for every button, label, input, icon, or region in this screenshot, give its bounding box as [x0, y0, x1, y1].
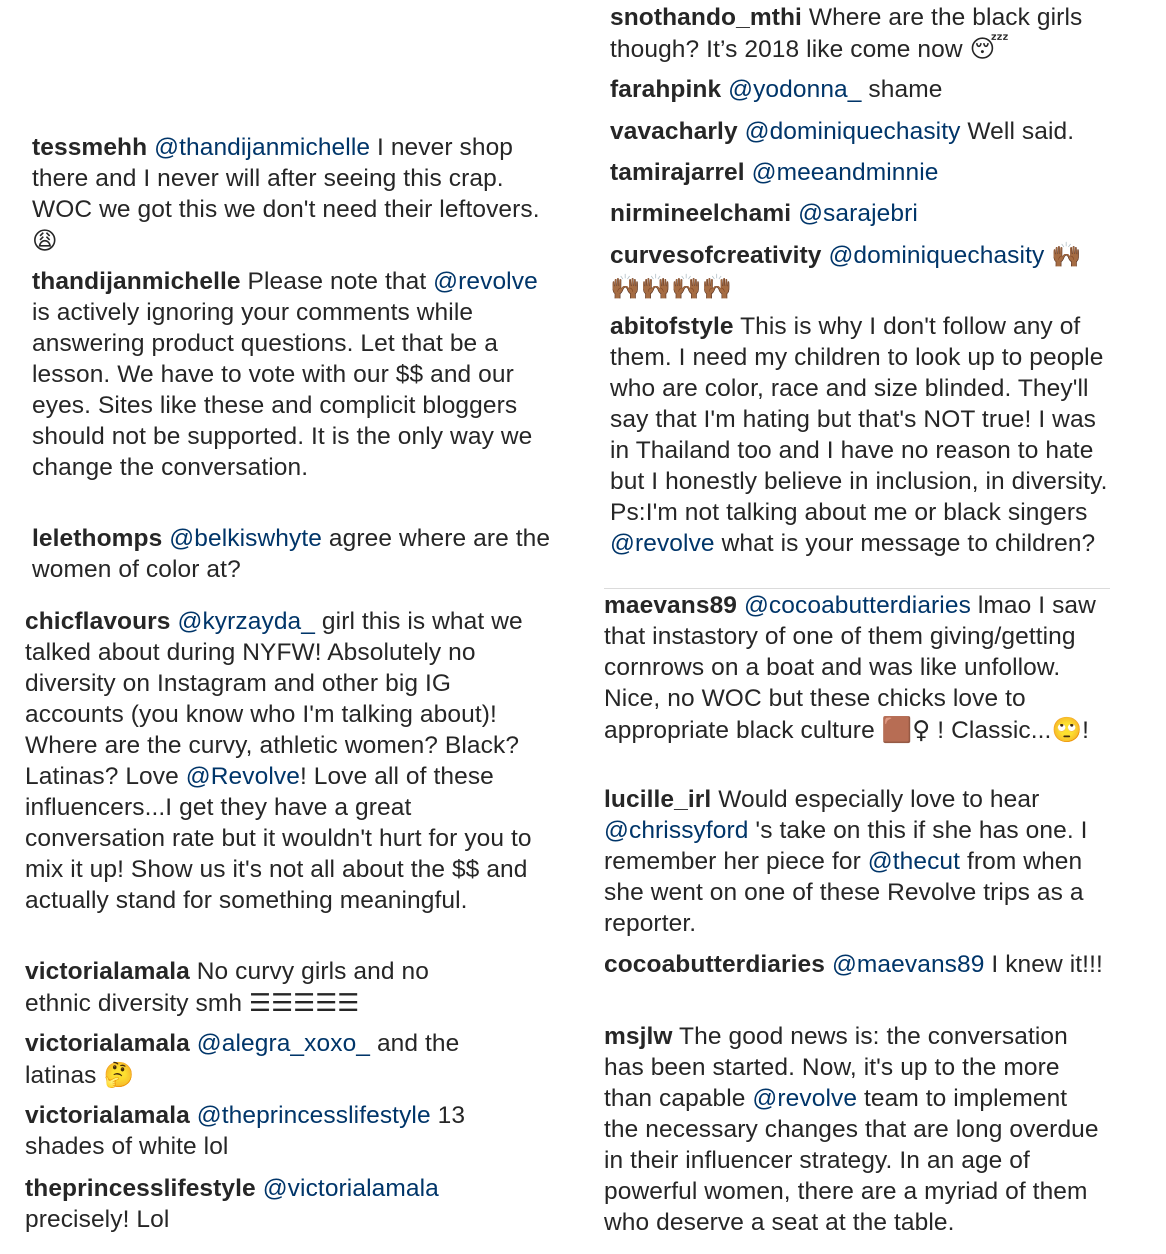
mention-link[interactable]: @dominiquechasity — [744, 118, 961, 145]
mention-link[interactable]: @yodonna_ — [728, 76, 862, 103]
mention-link[interactable]: @theprincesslifestyle — [196, 1102, 431, 1129]
comment-username[interactable]: victorialamala — [25, 1030, 190, 1057]
separator-line — [604, 588, 1110, 589]
emoji-icon: 🟫♀ — [881, 715, 931, 744]
comment-username[interactable]: vavacharly — [610, 118, 738, 145]
comment-text: 13 shades of white lol — [25, 1102, 466, 1160]
comment — [610, 198, 1130, 229]
mention-link[interactable]: @sarajebri — [798, 200, 918, 227]
comment — [604, 590, 1104, 746]
emoji-icon: 😩 — [32, 226, 58, 255]
comment-text: I knew it!!! — [984, 951, 1103, 978]
comment-text: Would especially love to hear — [711, 786, 1040, 813]
mention-link[interactable]: @victorialamala — [262, 1175, 439, 1202]
comment — [25, 1173, 545, 1235]
mention-link[interactable]: @chrissyford — [604, 817, 749, 844]
mention-link[interactable]: @revolve — [433, 268, 538, 295]
emoji-icon: 😴 — [969, 34, 1009, 63]
comment — [610, 311, 1120, 559]
comment-text: The good news is: the conversation has been started. Now, it's up to the more than capable — [604, 1023, 1068, 1112]
comment-text: what is your message to children? — [714, 530, 1096, 557]
comment-text: and the latinas — [25, 1030, 460, 1089]
comment-username[interactable]: victorialamala — [25, 958, 190, 985]
emoji-icon: 🙄 — [1051, 715, 1083, 744]
comment-text: team to implement the necessary changes that are long overdue in their influencer strategy. In an age of powerful women, there are a myriad of them who deserve a seat at the table. — [604, 1085, 1099, 1236]
comment-username[interactable]: cocoabutterdiaries — [604, 951, 826, 978]
comment — [25, 606, 547, 916]
comment-text: is actively ignoring your comments while answering product questions. Let that be a lesson. We have to vote with our $$ and our eyes. Sites like these and complicit bloggers should not be supported. It is the only way we change the conversation. — [32, 299, 533, 481]
comment-text: 's take on this if she has one. I remember her piece for — [604, 817, 1088, 875]
comment-text: This is why I don't follow any of them. I need my children to look up to people who are color, race and size blinded. They'll say that I'm hating but that's NOT true! I was in Thailand too and I have no reason to hate but I honestly believe in inclusion, in diversity. Ps:I'm not talking about me or black singers — [610, 313, 1108, 526]
comment-username[interactable]: abitofstyle — [610, 313, 734, 340]
mention-link[interactable]: @Revolve — [185, 763, 300, 790]
mention-link[interactable]: @cocoabutterdiaries — [743, 592, 971, 619]
comment — [604, 1021, 1104, 1238]
mention-link[interactable]: @thandijanmichelle — [154, 134, 371, 161]
comment — [25, 956, 485, 1019]
mention-link[interactable]: @maevans89 — [831, 951, 985, 978]
comment — [604, 949, 1104, 980]
comment — [610, 116, 1130, 147]
comment-username[interactable]: theprincesslifestyle — [25, 1175, 256, 1202]
comment-text: Please note that — [240, 268, 434, 295]
comment-text: No curvy girls and no ethnic diversity smh — [25, 958, 429, 1017]
comment — [604, 784, 1114, 939]
comment-username[interactable]: tessmehh — [32, 134, 148, 161]
emoji-icon: 🤔 — [103, 1060, 135, 1089]
comment-text: lmao I saw that instastory of one of them giving/getting cornrows on a boat and was like unfollow. Nice, no WOC but these chicks love to appropriate black culture — [604, 592, 1096, 744]
mention-link[interactable]: @alegra_xoxo_ — [196, 1030, 371, 1057]
emoji-icon: ☰☰☰☰☰ — [249, 988, 360, 1017]
comment-username[interactable]: tamirajarrel — [610, 159, 745, 186]
comment-text: shame — [861, 76, 943, 103]
comment-text: Where are the black girls though? It’s 2018 like come now — [610, 4, 1083, 63]
comment-text: girl this is what we talked about during NYFW! Absolutely no diversity on Instagram and other big IG accounts (you know who I'm talking about)! Where are the curvy, athletic women? Black? Latinas? Love — [25, 608, 523, 790]
comment — [25, 1028, 485, 1091]
comment-text: ! — [1082, 717, 1089, 744]
comment — [610, 2, 1130, 65]
comment — [25, 1100, 525, 1162]
comment-username[interactable]: farahpink — [610, 76, 722, 103]
comment — [610, 157, 1130, 188]
mention-link[interactable]: @meeandminnie — [751, 159, 939, 186]
comment-username[interactable]: thandijanmichelle — [32, 268, 241, 295]
comment-text: from when she went on one of these Revolve trips as a reporter. — [604, 848, 1084, 937]
comment-text: ! Love all of these influencers...I get they have a great conversation rate but it wouldn't hurt for you to mix it up! Show us it's not all about the $$ and actually stand for something meaningful. — [25, 763, 532, 914]
comment — [610, 239, 1110, 303]
comment — [610, 74, 1130, 105]
comment — [32, 523, 552, 585]
comment — [32, 132, 552, 257]
comment-text: agree where are the women of color at? — [32, 525, 551, 583]
comment-username[interactable]: nirmineelchami — [610, 200, 792, 227]
mention-link[interactable]: @belkiswhyte — [169, 525, 322, 552]
comment-username[interactable]: curvesofcreativity — [610, 242, 822, 269]
comment-username[interactable]: snothando_mthi — [610, 4, 802, 31]
comment — [32, 266, 552, 483]
comment-text: I never shop there and I never will after seeing this crap. WOC we got this we don't need their leftovers. — [32, 134, 540, 223]
mention-link[interactable]: @kyrzayda_ — [177, 608, 316, 635]
comment-text: Well said. — [960, 118, 1075, 145]
mention-link[interactable]: @thecut — [867, 848, 961, 875]
mention-link[interactable]: @dominiquechasity — [828, 242, 1045, 269]
mention-link[interactable]: @revolve — [610, 530, 715, 557]
comment-text: precisely! Lol — [25, 1206, 170, 1233]
comment-text: ! Classic... — [930, 717, 1052, 744]
comment-username[interactable]: lelethomps — [32, 525, 163, 552]
emoji-icon: 🙌🏾🙌🏾🙌🏾🙌🏾🙌🏾 — [610, 240, 1082, 301]
mention-link[interactable]: @revolve — [752, 1085, 858, 1112]
comment-username[interactable]: msjlw — [604, 1023, 673, 1050]
comment-username[interactable]: maevans89 — [604, 592, 738, 619]
comment-username[interactable]: lucille_irl — [604, 786, 712, 813]
comment-username[interactable]: victorialamala — [25, 1102, 190, 1129]
comment-username[interactable]: chicflavours — [25, 608, 171, 635]
